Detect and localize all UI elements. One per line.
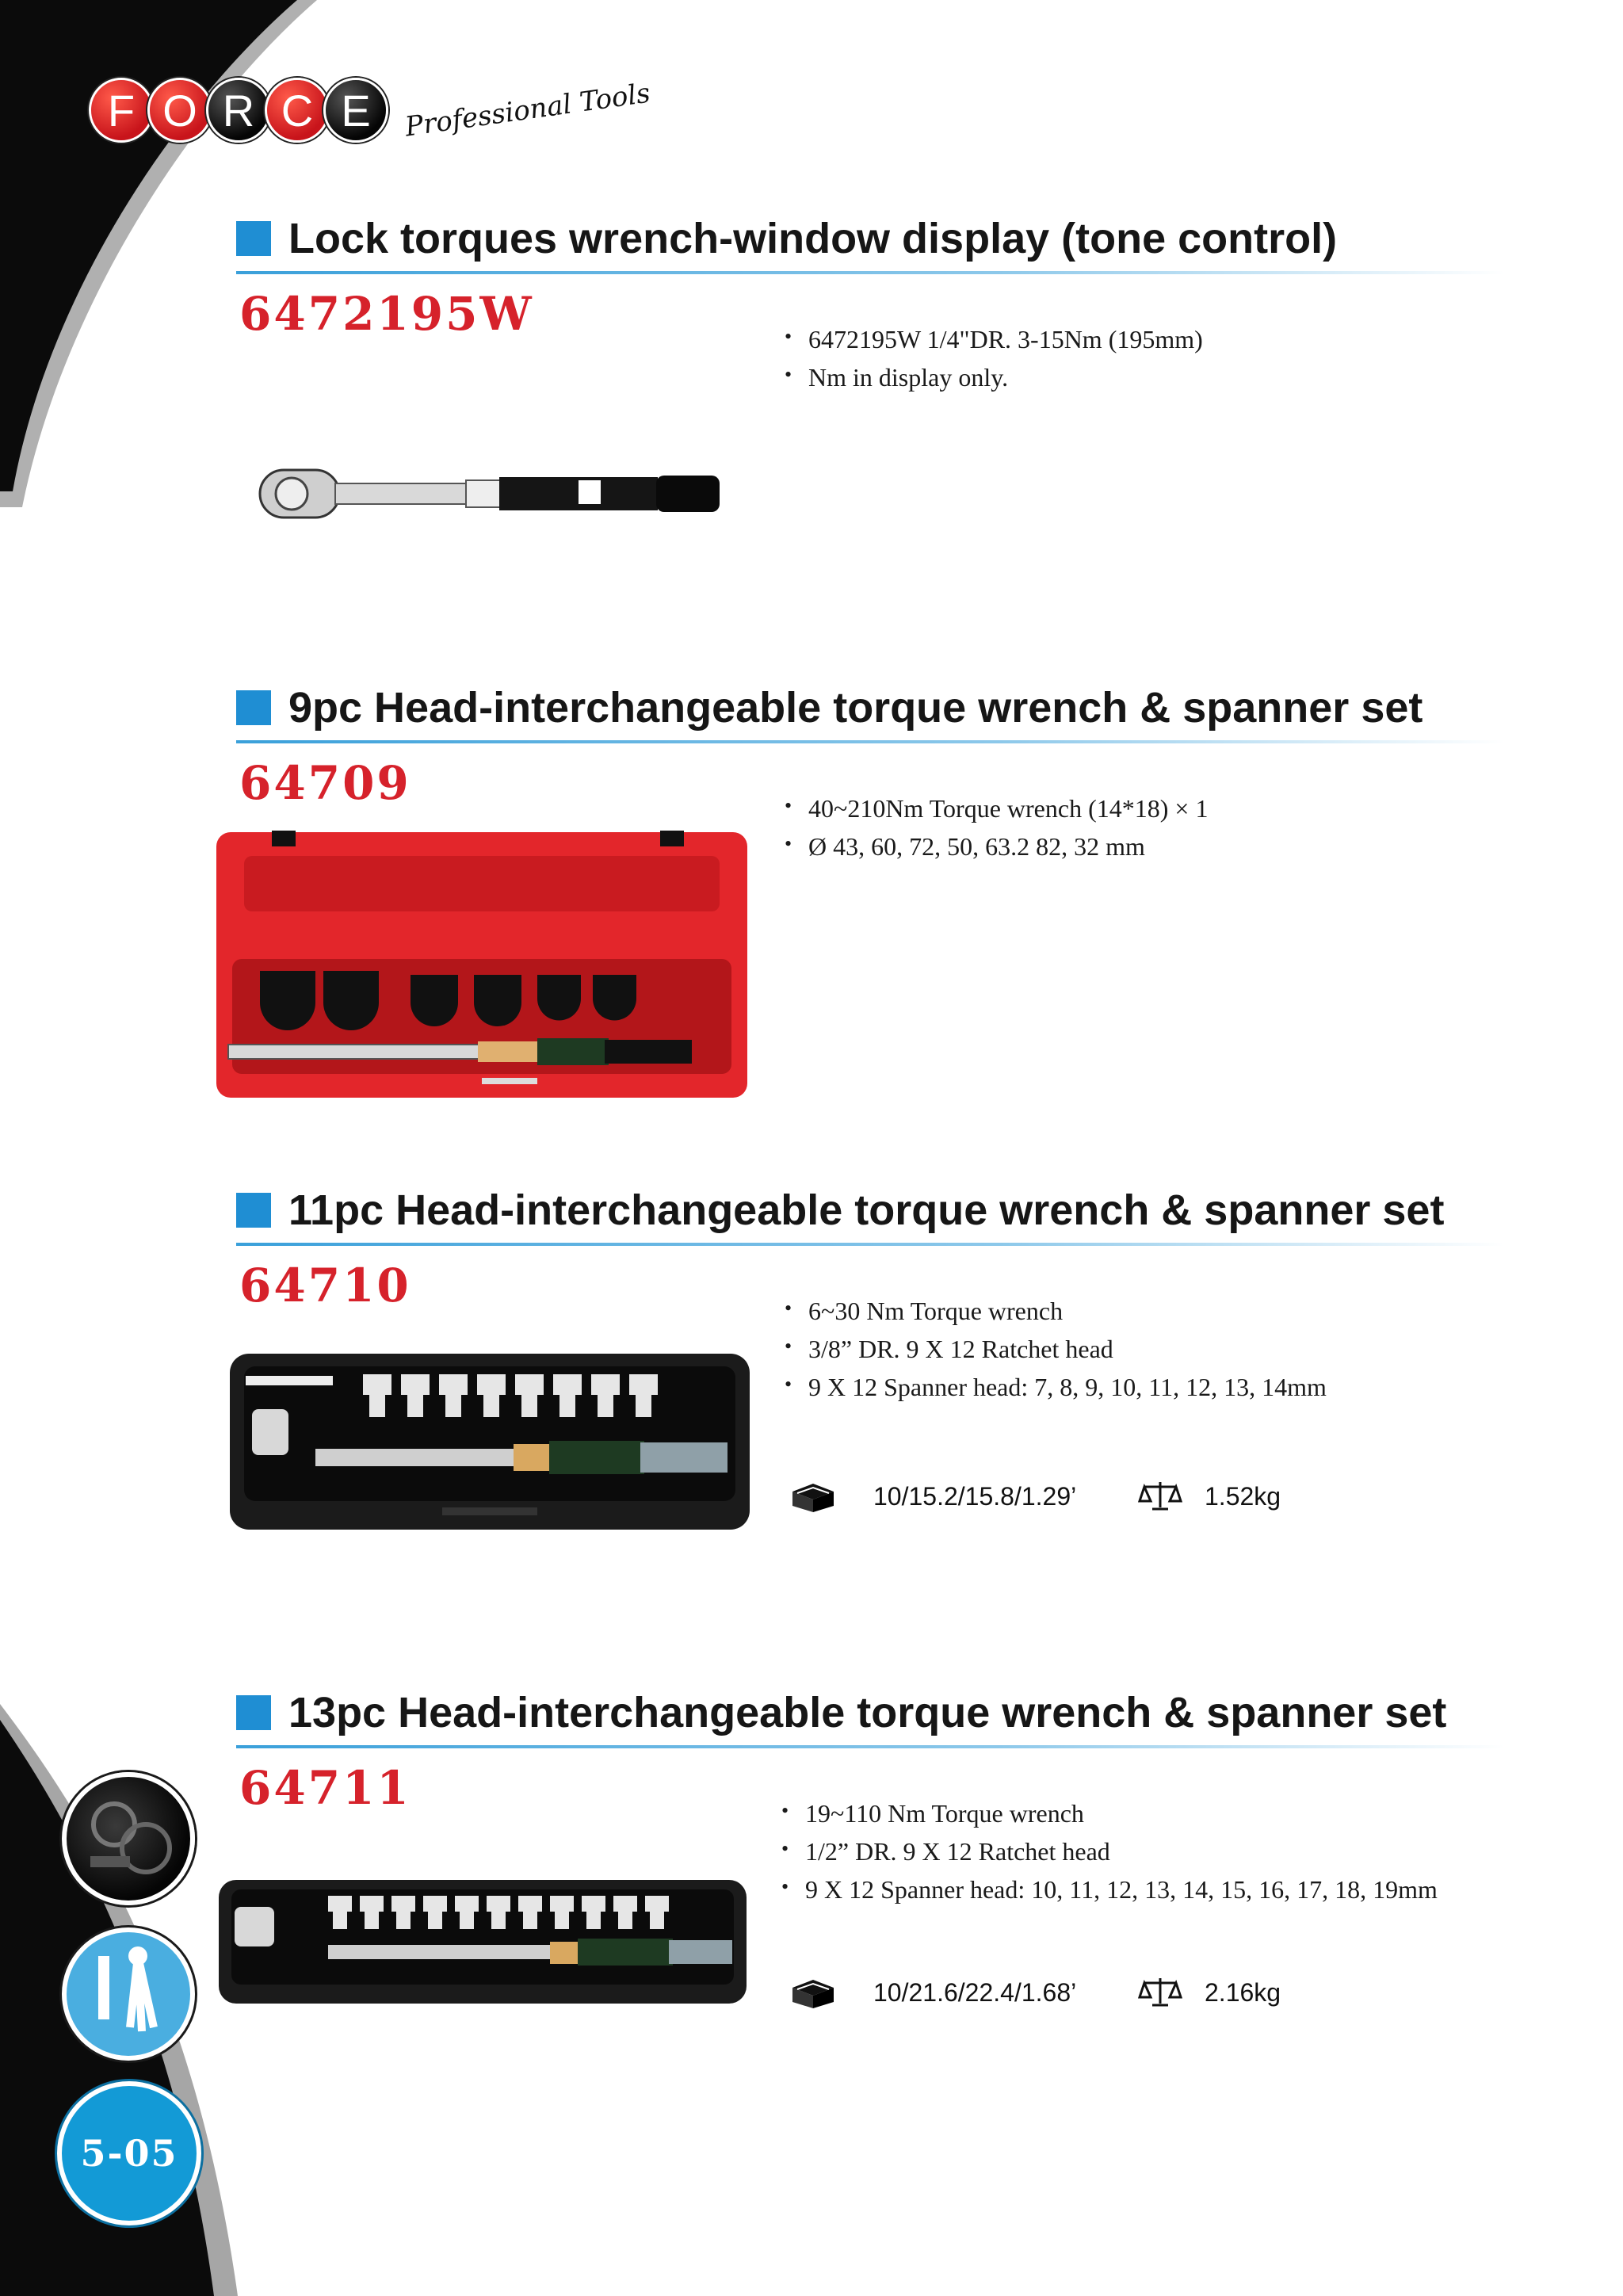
product-code: 64709 xyxy=(239,756,411,810)
spec-item: • 1/2” DR. 9 X 12 Ratchet head xyxy=(781,1837,1110,1866)
section-title-text: Lock torques wrench-window display (tone control) xyxy=(288,215,1338,262)
product-weight: 1.52kg xyxy=(1205,1481,1281,1511)
spec-list xyxy=(785,1292,1327,1406)
packing-info xyxy=(789,1479,1076,1514)
spec-list xyxy=(785,789,1208,865)
section-title-text: 11pc Head-interchangeable torque wrench & spanner set xyxy=(288,1186,1445,1234)
black-case-set-image xyxy=(228,1352,751,1531)
logo-letter-o: O xyxy=(147,78,212,143)
spec-item: • 9 X 12 Spanner head: 7, 8, 9, 10, 11, 12, 13, 14mm xyxy=(785,1373,1327,1401)
weight-info xyxy=(1138,1975,1281,2010)
spec-item: • Nm in display only. xyxy=(785,363,1009,392)
section-title-3 xyxy=(236,1186,1444,1235)
product-code: 64710 xyxy=(239,1259,411,1312)
section-marker-icon xyxy=(236,221,271,256)
section-rule xyxy=(236,1243,1504,1246)
spec-item: • 6~30 Nm Torque wrench xyxy=(785,1297,1064,1325)
section-marker-icon xyxy=(236,1193,271,1228)
spec-item: • 9 X 12 Spanner head: 10, 11, 12, 13, 14, 15, 16, 17, 18, 19mm xyxy=(781,1875,1438,1904)
brand-logo xyxy=(89,74,651,146)
puller-thumbnail xyxy=(62,1927,195,2061)
puller-tool-icon xyxy=(67,1932,190,2056)
scale-icon xyxy=(1138,1479,1182,1514)
section-rule xyxy=(236,740,1504,743)
engine-parts-icon xyxy=(67,1777,190,1901)
black-case-set-image xyxy=(217,1878,748,2005)
spec-list xyxy=(781,1794,1438,1908)
brand-tagline: Professional Tools xyxy=(403,77,652,143)
scale-icon xyxy=(1138,1975,1182,2010)
engine-thumbnail xyxy=(62,1772,195,1905)
logo-letter-f: F xyxy=(89,78,154,143)
logo-letter-r: R xyxy=(206,78,271,143)
spec-item: • 40~210Nm Torque wrench (14*18) × 1 xyxy=(785,794,1209,823)
product-code: 6472195W xyxy=(239,287,534,341)
carton-box-icon xyxy=(789,1975,837,2010)
section-title-1 xyxy=(236,214,1337,263)
spec-item: • Ø 43, 60, 72, 50, 63.2 82, 32 mm xyxy=(785,832,1145,861)
carton-box-icon xyxy=(789,1479,837,1514)
spec-item: • 3/8” DR. 9 X 12 Ratchet head xyxy=(785,1335,1113,1363)
section-title-2 xyxy=(236,683,1423,732)
packing-dimensions: 10/15.2/15.8/1.29’ xyxy=(873,1481,1077,1511)
packing-dimensions: 10/21.6/22.4/1.68’ xyxy=(873,1977,1077,2007)
spec-item: • 19~110 Nm Torque wrench xyxy=(781,1799,1084,1828)
product-code: 64711 xyxy=(239,1761,411,1815)
red-case-set-image xyxy=(212,824,751,1102)
weight-info xyxy=(1138,1479,1281,1514)
section-rule xyxy=(236,271,1504,274)
logo-letter-e: E xyxy=(323,78,388,143)
section-title-4 xyxy=(236,1688,1446,1737)
spec-item: • 6472195W 1/4"DR. 3-15Nm (195mm) xyxy=(785,325,1203,353)
spec-list xyxy=(785,320,1203,396)
section-rule xyxy=(236,1745,1504,1748)
product-weight: 2.16kg xyxy=(1205,1977,1281,2007)
packing-info xyxy=(789,1975,1076,2010)
section-marker-icon xyxy=(236,1695,271,1730)
page-number-badge: 5-05 xyxy=(57,2081,201,2225)
logo-letter-c: C xyxy=(265,78,330,143)
section-marker-icon xyxy=(236,690,271,725)
section-title-text: 9pc Head-interchangeable torque wrench & spanner set xyxy=(288,684,1423,732)
section-title-text: 13pc Head-interchangeable torque wrench & spanner set xyxy=(288,1689,1447,1736)
torque-wrench-image xyxy=(252,458,727,529)
